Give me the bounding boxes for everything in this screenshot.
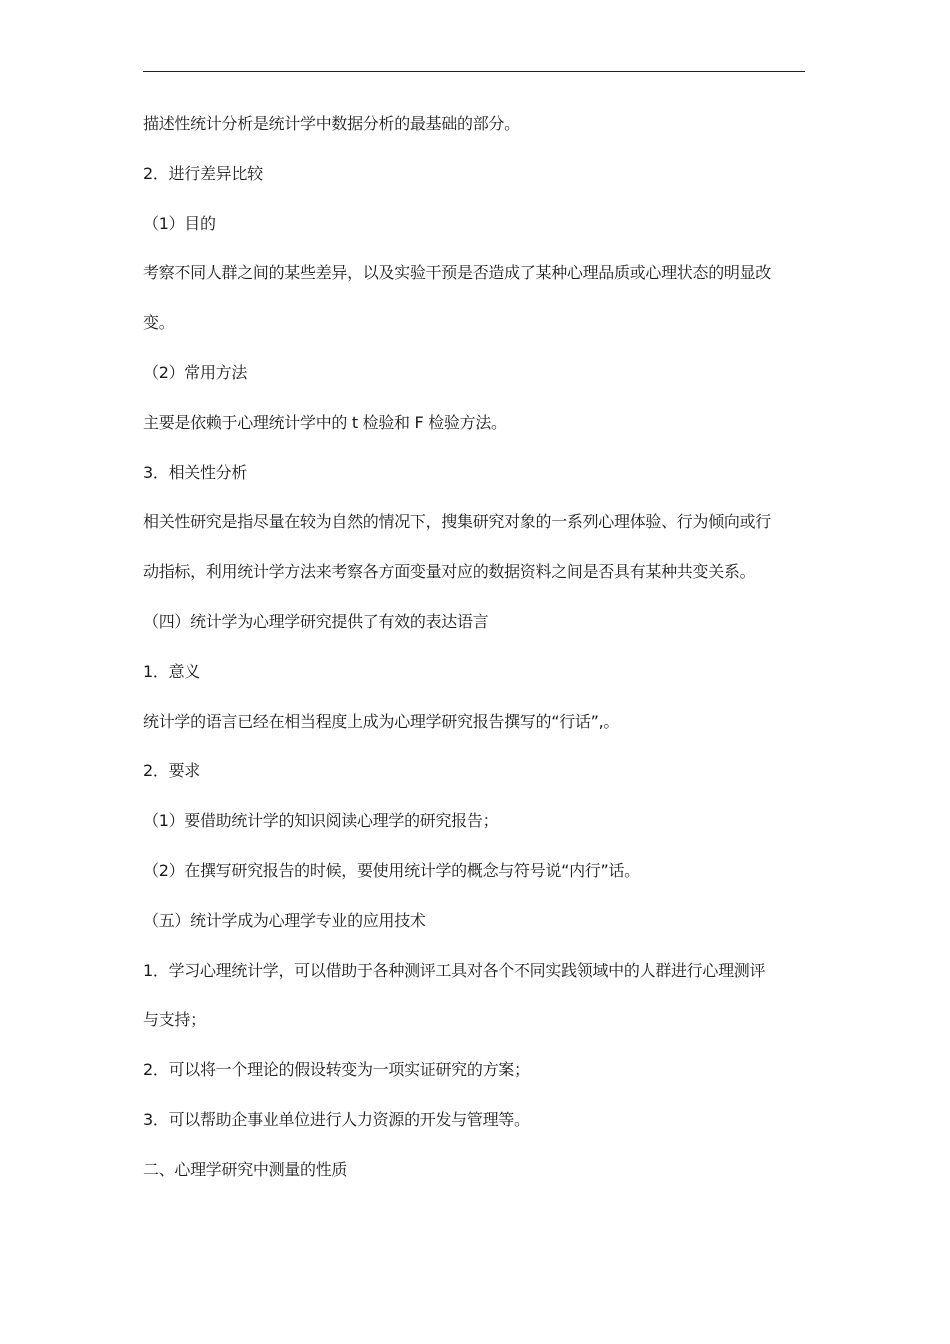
chapter-heading: 二、心理学研究中测量的性质 [143, 1159, 348, 1179]
section-heading: （四）统计学为心理学研究提供了有效的表达语言 [143, 611, 489, 631]
text-line: 动指标，利用统计学方法来考察各方面变量对应的数据资料之间是否具有某种共变关系。 [143, 562, 756, 582]
text-line: （1）要借助统计学的知识阅读心理学的研究报告； [143, 811, 499, 831]
document-body [143, 112, 813, 1208]
section-heading: （五）统计学成为心理学专业的应用技术 [143, 910, 426, 930]
text-line: 统计学的语言已经在相当程度上成为心理学研究报告撰写的“行话”,。 [143, 711, 620, 731]
text-line: 与支持； [143, 1010, 206, 1030]
text-line: 主要是依赖于心理统计学中的 t 检验和 F 检验方法。 [143, 412, 507, 432]
subheading: （1）目的 [143, 213, 216, 233]
text-line: （2）在撰写研究报告的时候，要使用统计学的概念与符号说“内行”话。 [143, 860, 640, 880]
section-heading: 3．相关性分析 [143, 462, 248, 482]
text-line: 相关性研究是指尽量在较为自然的情况下，搜集研究对象的一系列心理体验、行为倾向或行 [143, 512, 772, 532]
text-line: 描述性统计分析是统计学中数据分析的最基础的部分。 [143, 114, 520, 133]
subheading: 1．意义 [143, 661, 200, 681]
subheading: 2．要求 [143, 761, 200, 781]
text-line: 2．可以将一个理论的假设转变为一项实证研究的方案； [143, 1060, 530, 1080]
header-rule [143, 71, 805, 72]
section-heading: 2．进行差异比较 [143, 163, 263, 183]
text-line: 考察不同人群之间的某些差异，以及实验干预是否造成了某种心理品质或心理状态的明显改 [143, 263, 772, 283]
text-line: 1．学习心理统计学，可以借助于各种测评工具对各个不同实践领域中的人群进行心理测评 [143, 960, 766, 980]
subheading: （2）常用方法 [143, 362, 248, 382]
text-line: 3．可以帮助企事业单位进行人力资源的开发与管理等。 [143, 1109, 530, 1129]
text-line: 变。 [143, 313, 175, 333]
